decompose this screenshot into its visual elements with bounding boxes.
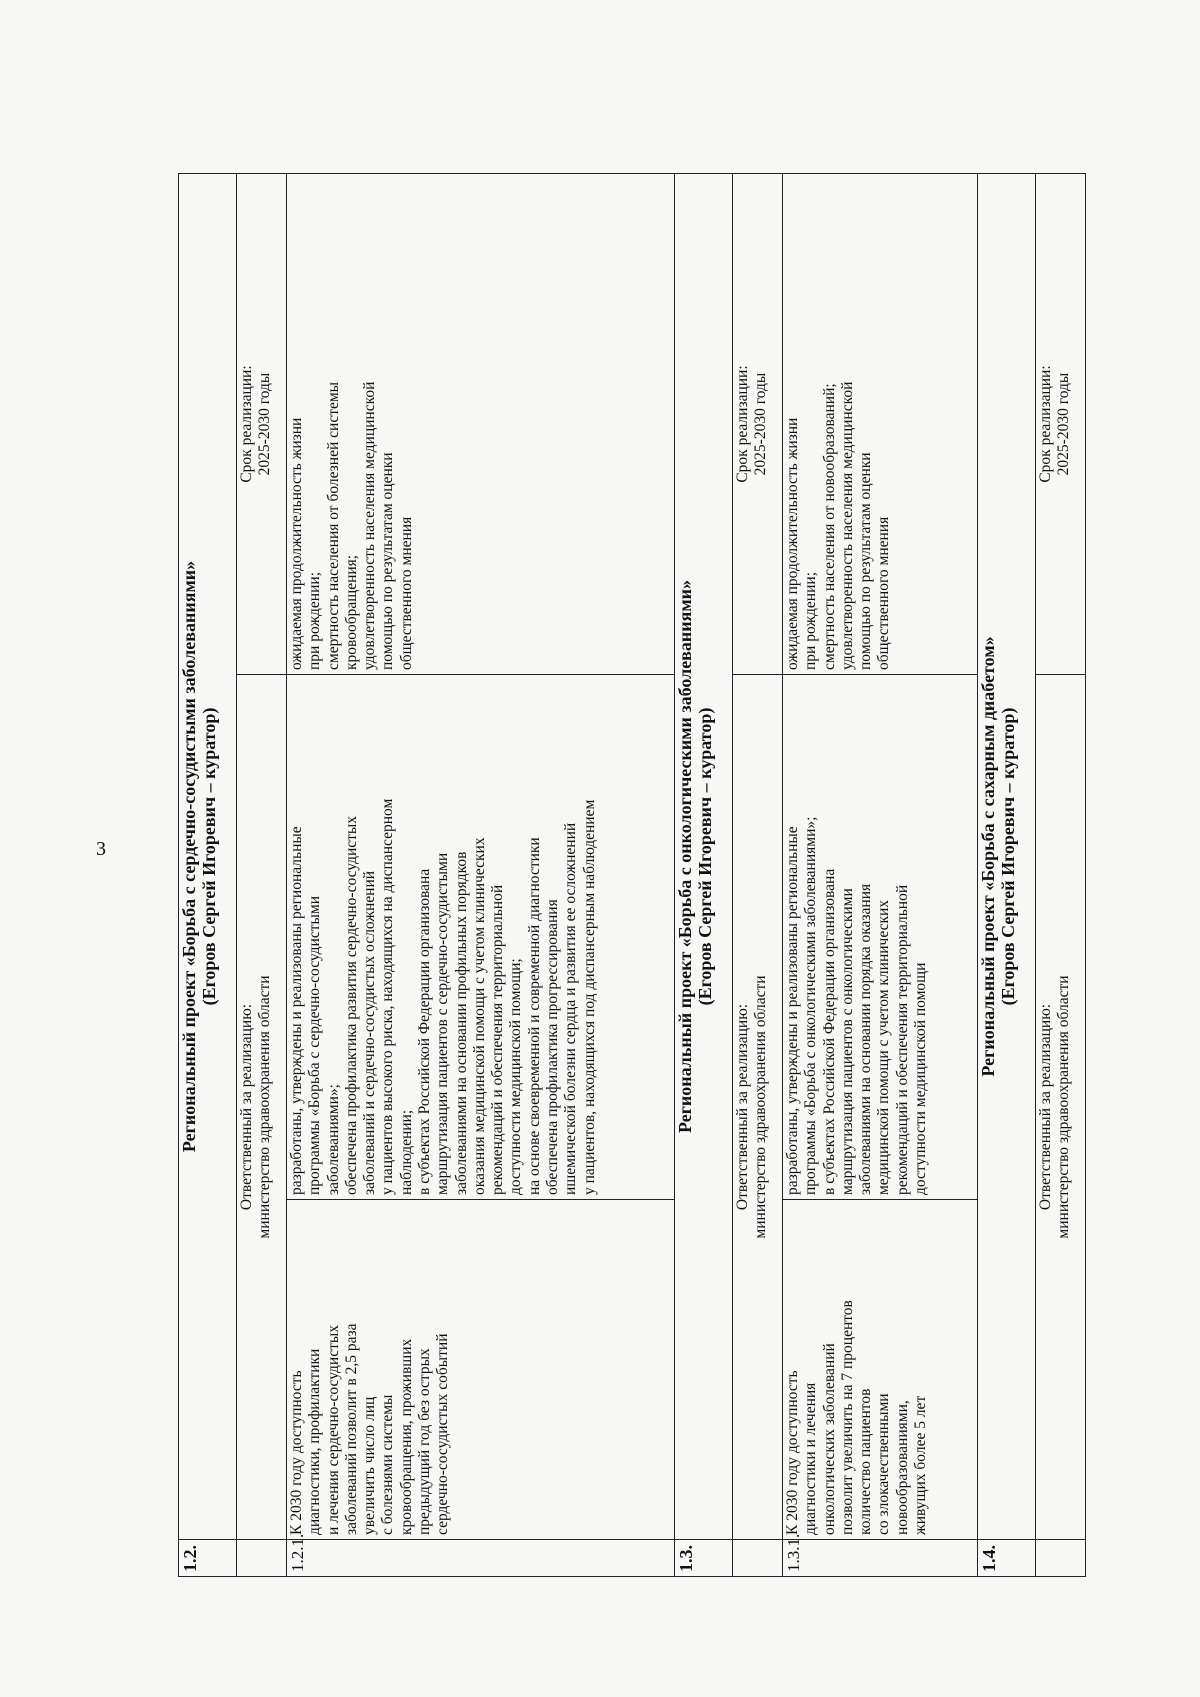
responsible-row [733,173,783,1576]
section-number: 1.4. [978,1540,1036,1577]
responsible-cell [1036,675,1086,1540]
responsible-label: Ответственный за реализацию: [734,1003,751,1211]
section-header-row [675,173,733,1576]
responsible-value: министерство здравоохранения области [1055,975,1073,1239]
responsible-label: Ответственный за реализацию: [1037,1003,1054,1211]
section-title-cell [675,173,733,1539]
item-row [287,173,675,1576]
section-number: 1.2. [179,1540,237,1577]
section-header-row [179,173,237,1576]
responsible-cell [733,675,783,1540]
term-value: 2025-2030 годы [752,372,770,476]
item-indicators: ожидаемая продолжительность жизни при рождении; смертность населения от новообразований; удовлетворенность населения медицинской помощью по результатам оценки общественного мнения [783,173,978,674]
section-title-cell [978,173,1036,1539]
section-number: 1.3. [675,1540,733,1577]
responsible-value: министерство здравоохранения области [256,975,274,1239]
section-title: Региональный проект «Борьба с онкологическими заболеваниями» [675,579,695,1134]
section-title: Региональный проект «Борьба с сердечно-сосудистыми заболеваниями» [179,560,199,1153]
section-title: Региональный проект «Борьба с сахарным диабетом» [978,636,998,1077]
rotated-table-container [178,174,1073,1577]
term-label: Срок реализации: [734,365,751,483]
responsible-row [1036,173,1086,1576]
section-curator: (Егоров Сергей Игоревич – куратор) [198,707,219,1006]
empty-cell [1036,1540,1086,1577]
item-indicators: ожидаемая продолжительность жизни при рождении; смертность населения от болезней системы кровообращения; удовлетворенность населения медицинской помощью по результатам оценки общественного мнения [287,173,675,674]
term-value: 2025-2030 годы [256,372,274,476]
page-number: 3 [96,838,106,860]
section-curator: (Егоров Сергей Игоревич – куратор) [997,707,1018,1006]
section-curator: (Егоров Сергей Игоревич – куратор) [694,707,715,1006]
item-row [783,173,978,1576]
responsible-value: министерство здравоохранения области [752,975,770,1239]
responsible-cell [237,675,287,1540]
item-number: 1.2.1. [287,1540,675,1577]
term-label: Срок реализации: [238,365,255,483]
projects-table [178,173,1086,1577]
term-value: 2025-2030 годы [1055,372,1073,476]
item-goal: К 2030 году доступность диагностики и лечения онкологических заболеваний позволит увеличить на 7 процентов количество пациентов со злокачественными новообразованиями, живущих более 5 лет [783,1200,978,1540]
term-cell [733,173,783,674]
term-cell [1036,173,1086,674]
term-label: Срок реализации: [1037,365,1054,483]
empty-cell [733,1540,783,1577]
item-results: разработаны, утверждены и реализованы региональные программы «Борьба с онкологическими заболеваниями»; в субъектах Российской Федерации организована маршрутизация пациентов с онкологическими заболеваниями на основании порядка оказания медицинской помощи с учетом клинических рекомендаций и обеспечения территориальной доступности медицинской помощи [783,675,978,1200]
item-results: разработаны, утверждены и реализованы региональные программы «Борьба с сердечно-сосудистыми заболеваниями»; обеспечена профилактика развития сердечно-сосудистых заболеваний и сердечно-сосудистых осложнений у пациентов высокого риска, находящихся на диспансерном наблюдении; в субъектах Российской Федерации организована маршрутизация пациентов с сердечно-сосудистыми заболеваниями на основании профильных порядков оказания медицинской помощи с учетом клинических рекомендаций и обеспечения территориальной доступности медицинской помощи; на основе своевременной и современной диагностики обеспечена профилактика прогрессирования ишемической болезни сердца и развития ее осложнений у пациентов, находящихся под диспансерным наблюдением [287,675,675,1200]
item-goal: К 2030 году доступность диагностики, профилактики и лечения сердечно-сосудистых заболеваний позволит в 2,5 раза увеличить число лиц с болезнями системы кровообращения, проживших предыдущий год без острых сердечно-сосудистых событий [287,1200,675,1540]
term-cell [237,173,287,674]
empty-cell [237,1540,287,1577]
responsible-label: Ответственный за реализацию: [238,1003,255,1211]
item-number: 1.3.1. [783,1540,978,1577]
section-header-row [978,173,1036,1576]
responsible-row [237,173,287,1576]
section-title-cell [179,173,237,1539]
